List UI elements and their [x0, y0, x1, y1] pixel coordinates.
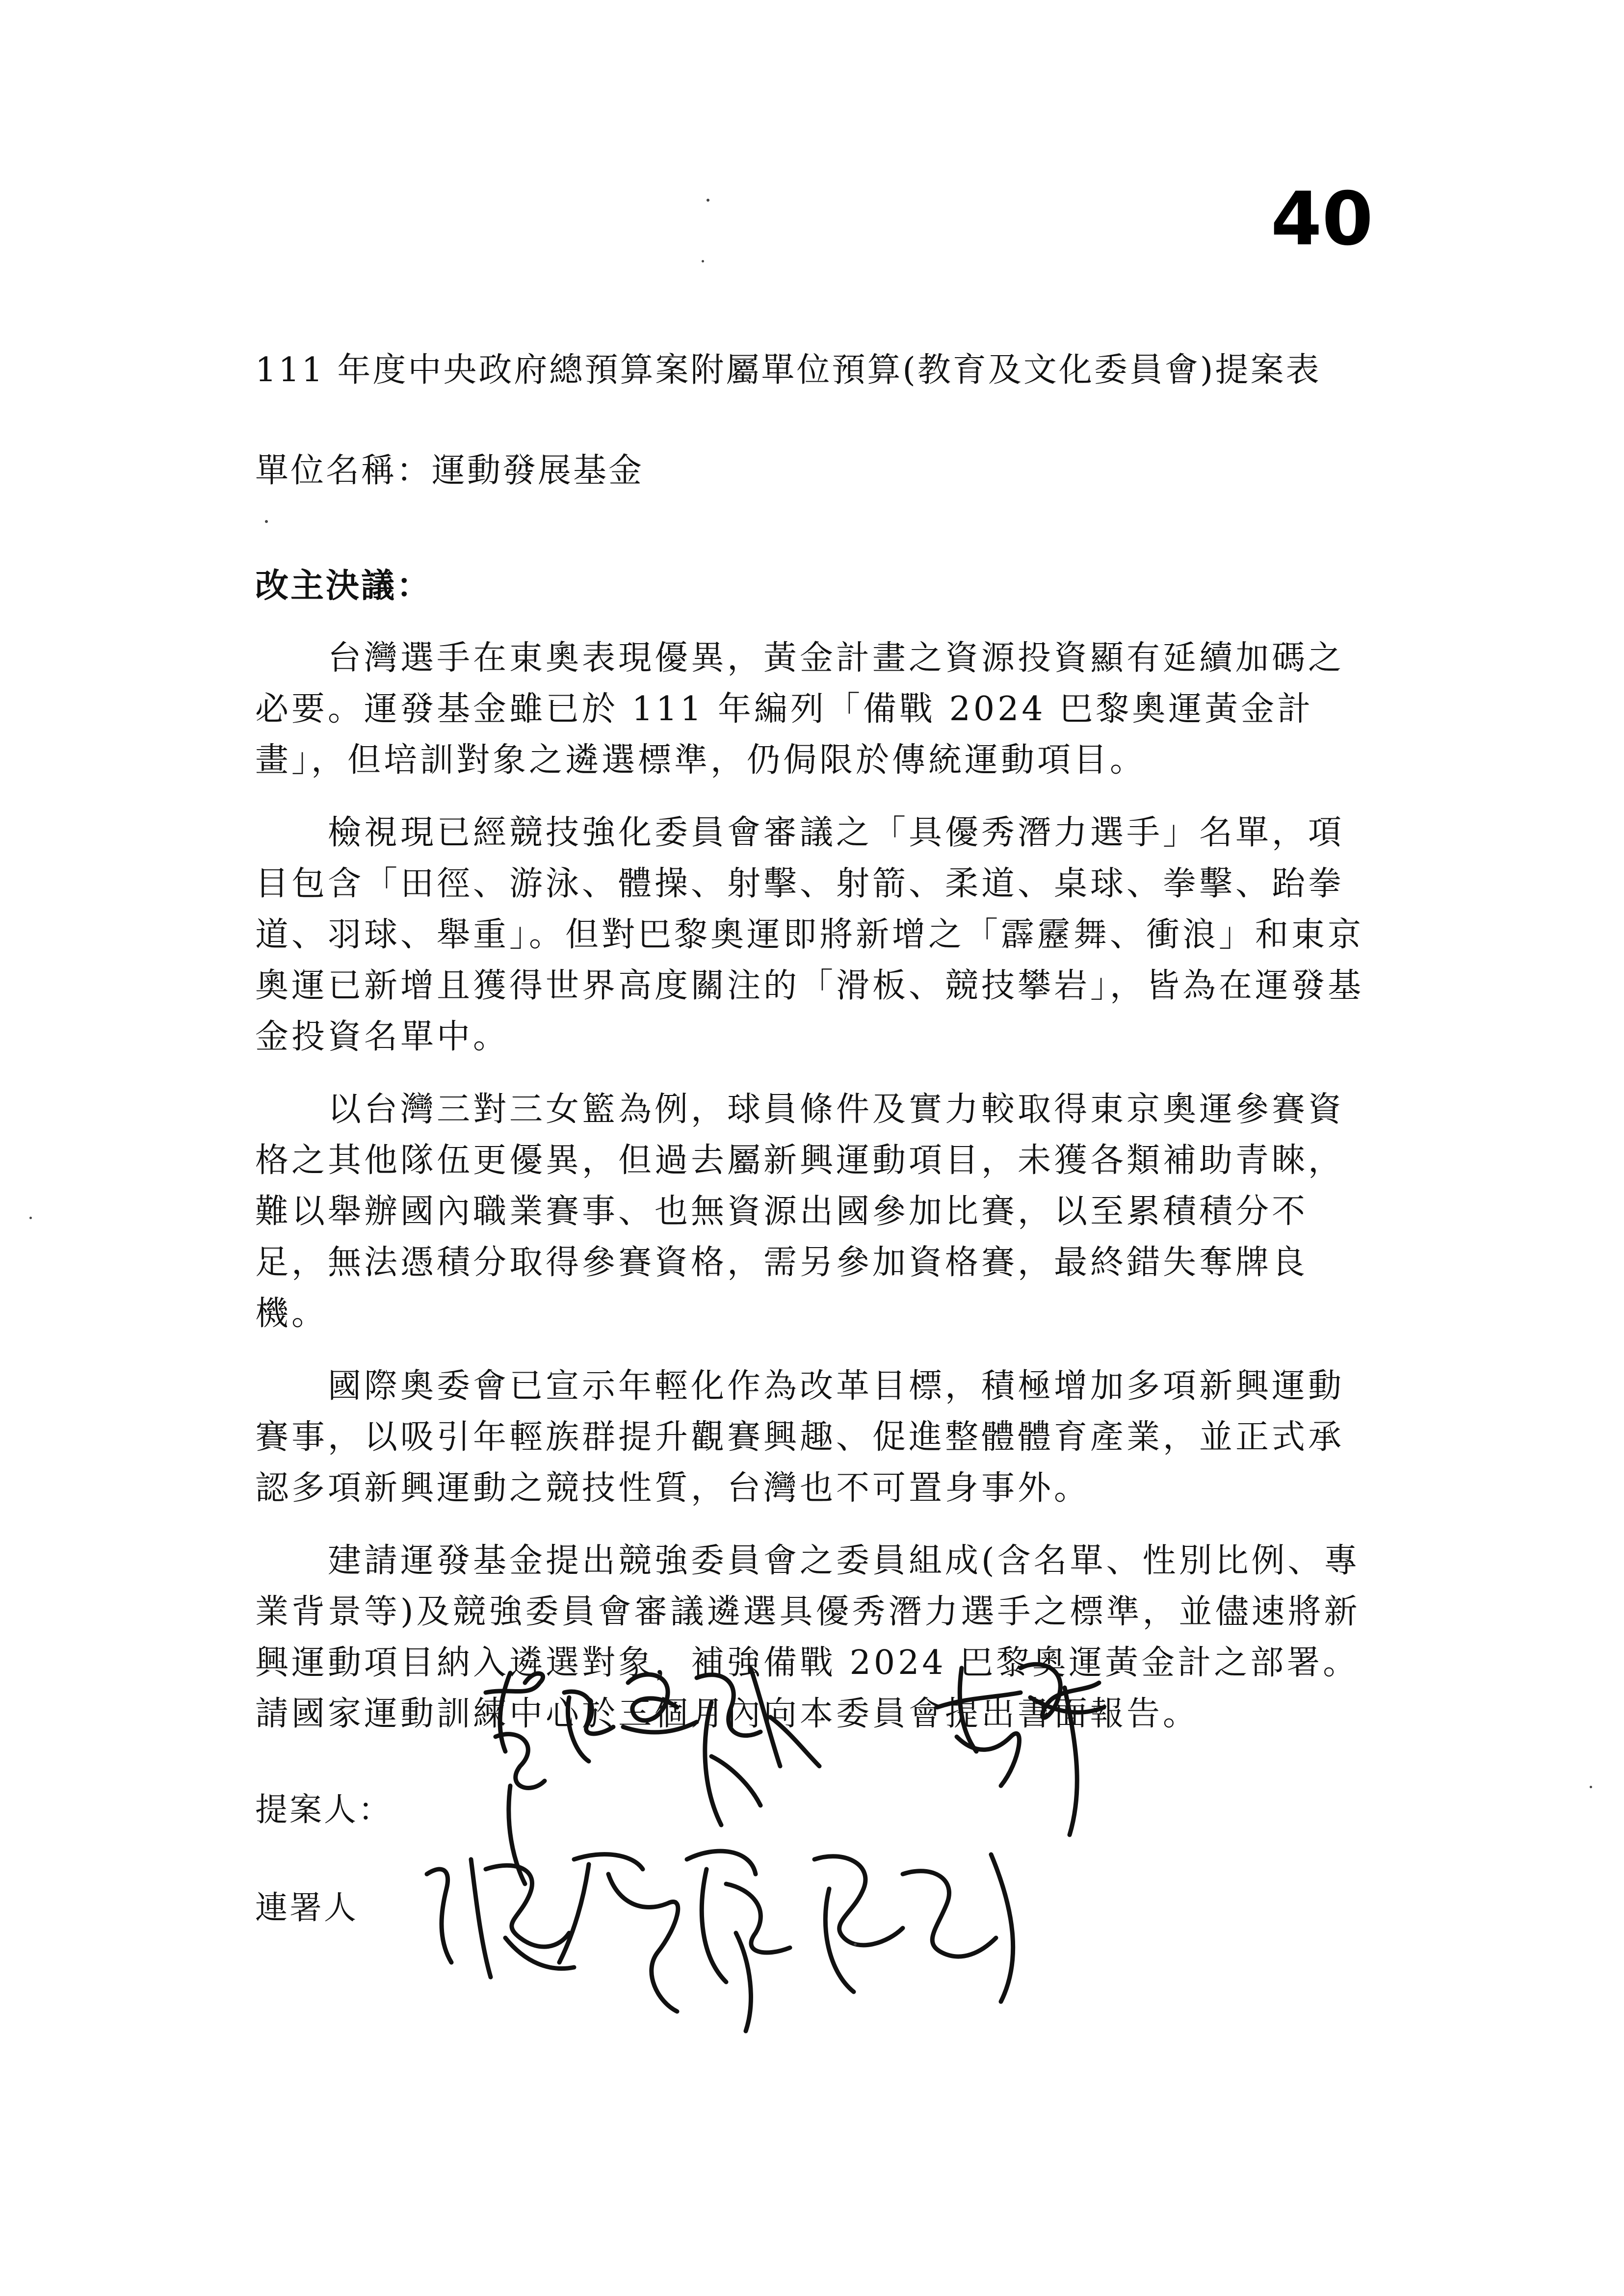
- signature-stroke: [736, 1933, 751, 2031]
- signature-stroke: [991, 1854, 1013, 2002]
- paragraph: 台灣選手在東奧表現優異，黃金計畫之資源投資顯有延續加碼之必要。運發基金雖已於 111 年編列「備戰 2024 巴黎奧運黃金計畫」，但培訓對象之遴選標準，仍侷限於傳統運動項目。: [255, 639, 1345, 780]
- scan-speck: [854, 1943, 857, 1946]
- signature-stroke: [574, 1854, 643, 1869]
- signature-stroke: [726, 1884, 790, 1953]
- cosigner-signature: [412, 1815, 1099, 2090]
- signature-stroke: [702, 1869, 726, 1982]
- signature-stroke: [486, 1673, 543, 1693]
- signature-stroke: [705, 1702, 721, 1825]
- signature-stroke: [628, 1674, 677, 1721]
- document-title: 111 年度中央政府總預算案附屬單位預算(教育及文化委員會)提案表: [255, 351, 1321, 390]
- paragraph: 建請運發基金提出競強委員會之委員組成(含名單、性別比例、專業背景等)及競強委員會審議遴選具優秀潛力選手之標準，並儘速將新興運動項目納入遴選對象，補強備戰 2024 巴黎奧運黃金計之部署。請國家運動訓練中心於三個月內向本委員會提出書面報告。: [255, 1541, 1361, 1733]
- signature-stroke: [500, 1673, 510, 1751]
- signature-stroke: [471, 1859, 491, 1977]
- section-heading: 改主決議：: [255, 566, 432, 605]
- scan-speck: [265, 520, 268, 523]
- signature-stroke: [957, 1733, 1019, 1786]
- paragraph: 國際奧委會已宣示年輕化作為改革目標，積極增加多項新興運動賽事，以吸引年輕族群提升觀賽興趣、促進整體體育產業，並正式承認多項新興運動之競技性質，台灣也不可置身事外。: [255, 1367, 1345, 1508]
- page-number: 40: [1271, 177, 1373, 262]
- signature-stroke: [937, 1693, 1021, 1707]
- signature-stroke: [623, 1722, 697, 1732]
- proposer-label: 提案人：: [255, 1791, 393, 1828]
- signature-stroke: [427, 1869, 451, 1962]
- paragraph: 檢視現已經競技強化委員會審議之「具優秀潛力選手」名單，項目包含「田徑、游泳、體操、射擊、射箭、柔道、桌球、拳擊、跆拳道、羽球、舉重」。但對巴黎奧運即將新增之「霹靂舞、衝浪」和東京奧運已新增且獲得世界高度關注的「滑板、競技攀岩」，皆為在運發基金投資名單中。: [255, 813, 1364, 1056]
- scan-speck: [707, 199, 709, 202]
- signature-stroke: [559, 1864, 589, 1962]
- unit-name: 單位名稱：運動發展基金: [255, 451, 644, 490]
- signature-stroke: [608, 1874, 678, 2011]
- signature-stroke: [751, 1668, 780, 1766]
- signature-stroke: [711, 1756, 760, 1805]
- signature-stroke: [903, 1871, 996, 1957]
- signature-stroke: [486, 1865, 569, 1947]
- scan-speck: [1590, 1786, 1592, 1788]
- resolution-body: [255, 633, 1364, 1761]
- scan-speck: [29, 1217, 32, 1219]
- scan-speck: [702, 260, 704, 262]
- cosigner-label: 連署人: [255, 1889, 358, 1927]
- signature-stroke: [687, 1851, 756, 1874]
- paragraph: 以台灣三對三女籃為例，球員條件及實力較取得東京奧運參賽資格之其他隊伍更優異，但過去屬新興運動項目，未獲各類補助青睞，難以舉辦國內職業賽事、也無資源出國參加比賽，以至累積積分不足，無法憑積分取得參賽資格，需另參加資格賽，最終錯失奪牌良機。: [255, 1090, 1345, 1333]
